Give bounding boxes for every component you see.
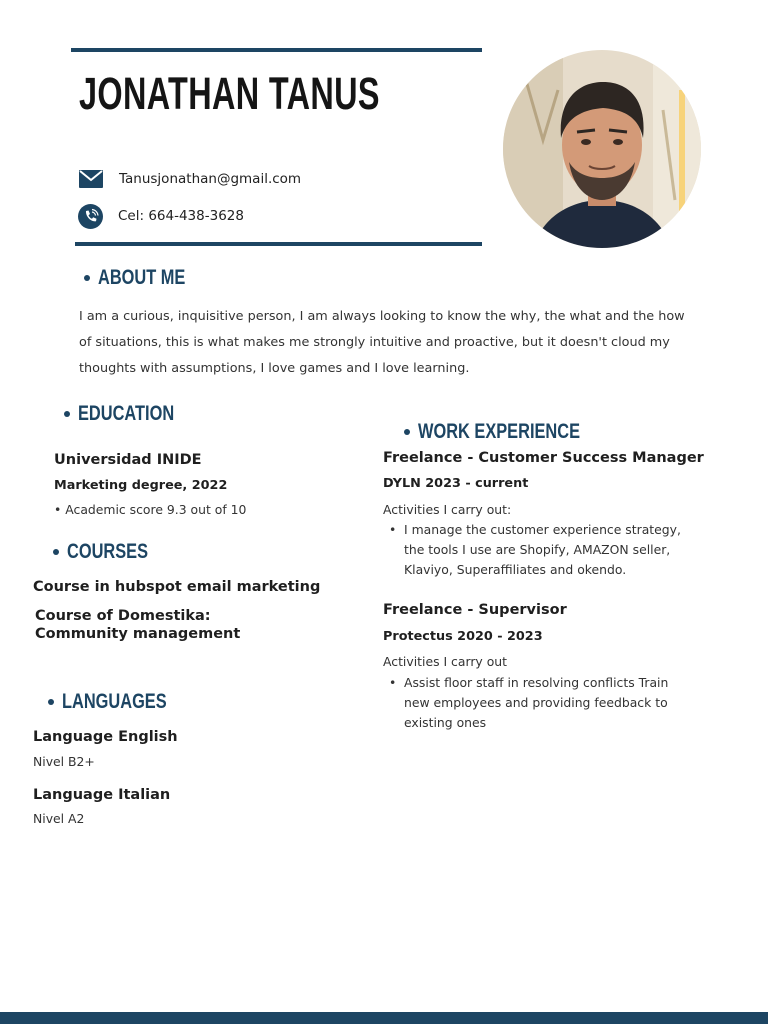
language-level: Nivel A2 <box>33 811 85 826</box>
language-name: Language Italian <box>33 787 171 803</box>
education-degree: Marketing degree, 2022 <box>54 478 228 493</box>
bullet-icon <box>64 411 70 417</box>
section-title-about: ABOUT ME <box>84 266 210 290</box>
section-title-education: EDUCATION <box>64 402 201 426</box>
job-intro: Activities I carry out <box>383 654 507 669</box>
footer-bar <box>0 1012 768 1024</box>
profile-photo <box>503 50 701 248</box>
mail-icon <box>79 170 103 188</box>
course-item: Course of Domestika: Community management <box>35 608 241 642</box>
about-text: I am a curious, inquisitive person, I am always looking to know the why, the what and the how of situations, this is what makes me strongly intuitive and proactive, but it doesn't cloud my thoughts with assumptions, I love games and I love learning. <box>79 309 685 376</box>
header-bottom-rule <box>75 242 482 246</box>
language-name: Language English <box>33 729 178 745</box>
job-role: Freelance - Supervisor <box>383 602 567 618</box>
job-role: Freelance - Customer Success Manager <box>383 450 704 466</box>
email-link[interactable]: Tanusjonathan@gmail.com <box>119 171 302 187</box>
section-title-languages: LANGUAGES <box>48 690 196 714</box>
job-bullets <box>383 520 693 580</box>
job-intro: Activities I carry out: <box>383 502 512 517</box>
header-top-rule <box>71 48 482 52</box>
list-item: • I manage the customer experience strategy, the tools I use are Shopify, AMAZON seller, Klaviyo, Superaffiliates and okendo. <box>383 520 693 580</box>
bullet-icon <box>404 429 410 435</box>
phone-icon <box>78 204 103 229</box>
section-title-courses: COURSES <box>53 540 171 564</box>
job-bullets <box>383 673 693 733</box>
job-company: DYLN 2023 - current <box>383 476 529 491</box>
education-school: Universidad INIDE <box>54 452 202 468</box>
section-title-work: WORK EXPERIENCE <box>404 420 626 444</box>
language-level: Nivel B2+ <box>33 754 95 769</box>
bullet-icon <box>53 549 59 555</box>
phone-number: Cel: 664-438-3628 <box>118 208 244 224</box>
course-item: Course in hubspot email marketing <box>33 579 321 595</box>
job-company: Protectus 2020 - 2023 <box>383 629 543 644</box>
education-score: • Academic score 9.3 out of 10 <box>54 502 247 517</box>
page-title: JONATHAN TANUS <box>79 68 380 119</box>
list-item: • Assist floor staff in resolving conflicts Train new employees and providing feedback to existing ones <box>383 673 693 733</box>
bullet-icon <box>84 275 90 281</box>
bullet-icon <box>48 699 54 705</box>
